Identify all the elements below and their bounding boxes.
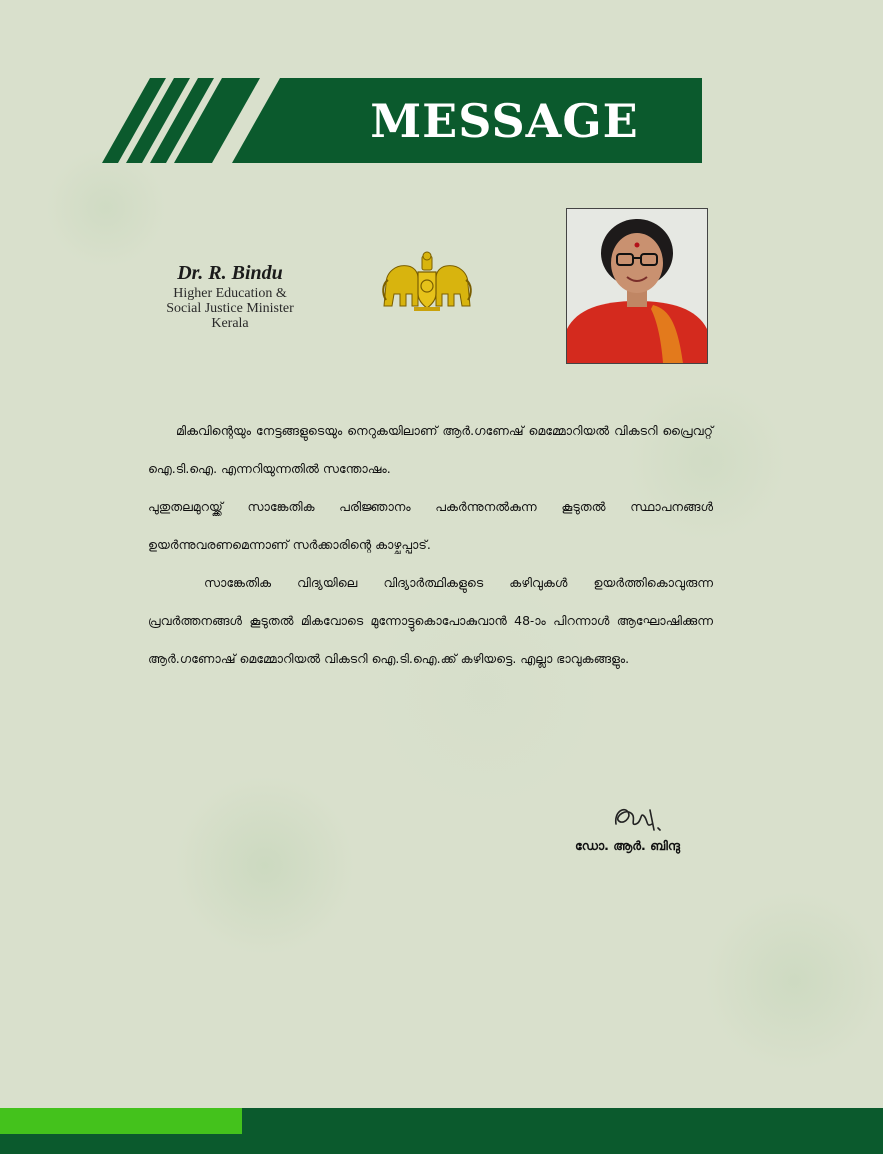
footer-bar — [0, 1108, 883, 1154]
minister-info — [150, 260, 310, 331]
minister-name: Dr. R. Bindu — [177, 262, 283, 284]
minister-portrait — [567, 209, 707, 363]
signatory-name: ഡോ. ആർ. ബിന്ദു — [575, 838, 680, 853]
minister-designation-line2: Social Justice Minister — [166, 301, 294, 316]
footer-accent-bar — [0, 1108, 242, 1134]
minister-state: Kerala — [211, 316, 249, 331]
message-header-banner — [102, 78, 702, 163]
message-body — [148, 412, 713, 678]
message-paragraph-3: സാങ്കേതിക വിദ്യയിലെ വിദ്യാർത്ഥികളുടെ കഴിവുകൾ ഉയർത്തികൊവുരുന്ന പ്രവർത്തനങ്ങൾ കൂടുതൽ മികവോടെ മുന്നോട്ടുകൊപോകുവാൻ 48-ാം പിറന്നാൾ ആഘോഷിക്കുന്ന ആർ.ഗണോഷ് മെമ്മോറിയൽ വികടറി ഐ.ടി.ഐ.ക്ക് കഴിയട്ടെ. എല്ലാ ഭാവുകങ്ങളും. — [148, 575, 713, 666]
page-title: MESSAGE — [370, 93, 639, 148]
handwritten-signature — [610, 800, 670, 836]
minister-designation-line1: Higher Education & — [173, 286, 287, 301]
signature-block — [560, 800, 710, 860]
message-paragraph-2: പുതുതലമുറയ്ക്ക് സാങ്കേതിക പരിജ്ഞാനം പകർന്നുനൽകുന്ന കൂടുതൽ സ്ഥാപനങ്ങൾ ഉയർന്നുവരണമെന്നാണ് സർക്കാരിന്റെ കാഴ്ചപ്പാട്. — [148, 499, 713, 552]
minister-photo — [566, 208, 708, 364]
message-paragraph-1: മികവിന്റെയും നേട്ടങ്ങളുടെയും നെറുകയിലാണ് ആർ.ഗണേഷ് മെമ്മോറിയൽ വികടറി പ്രൈവറ്റ് ഐ.ടി.ഐ. എന്നറിയുന്നതിൽ സന്തോഷം. — [148, 423, 713, 476]
kerala-state-emblem-icon — [380, 250, 474, 312]
